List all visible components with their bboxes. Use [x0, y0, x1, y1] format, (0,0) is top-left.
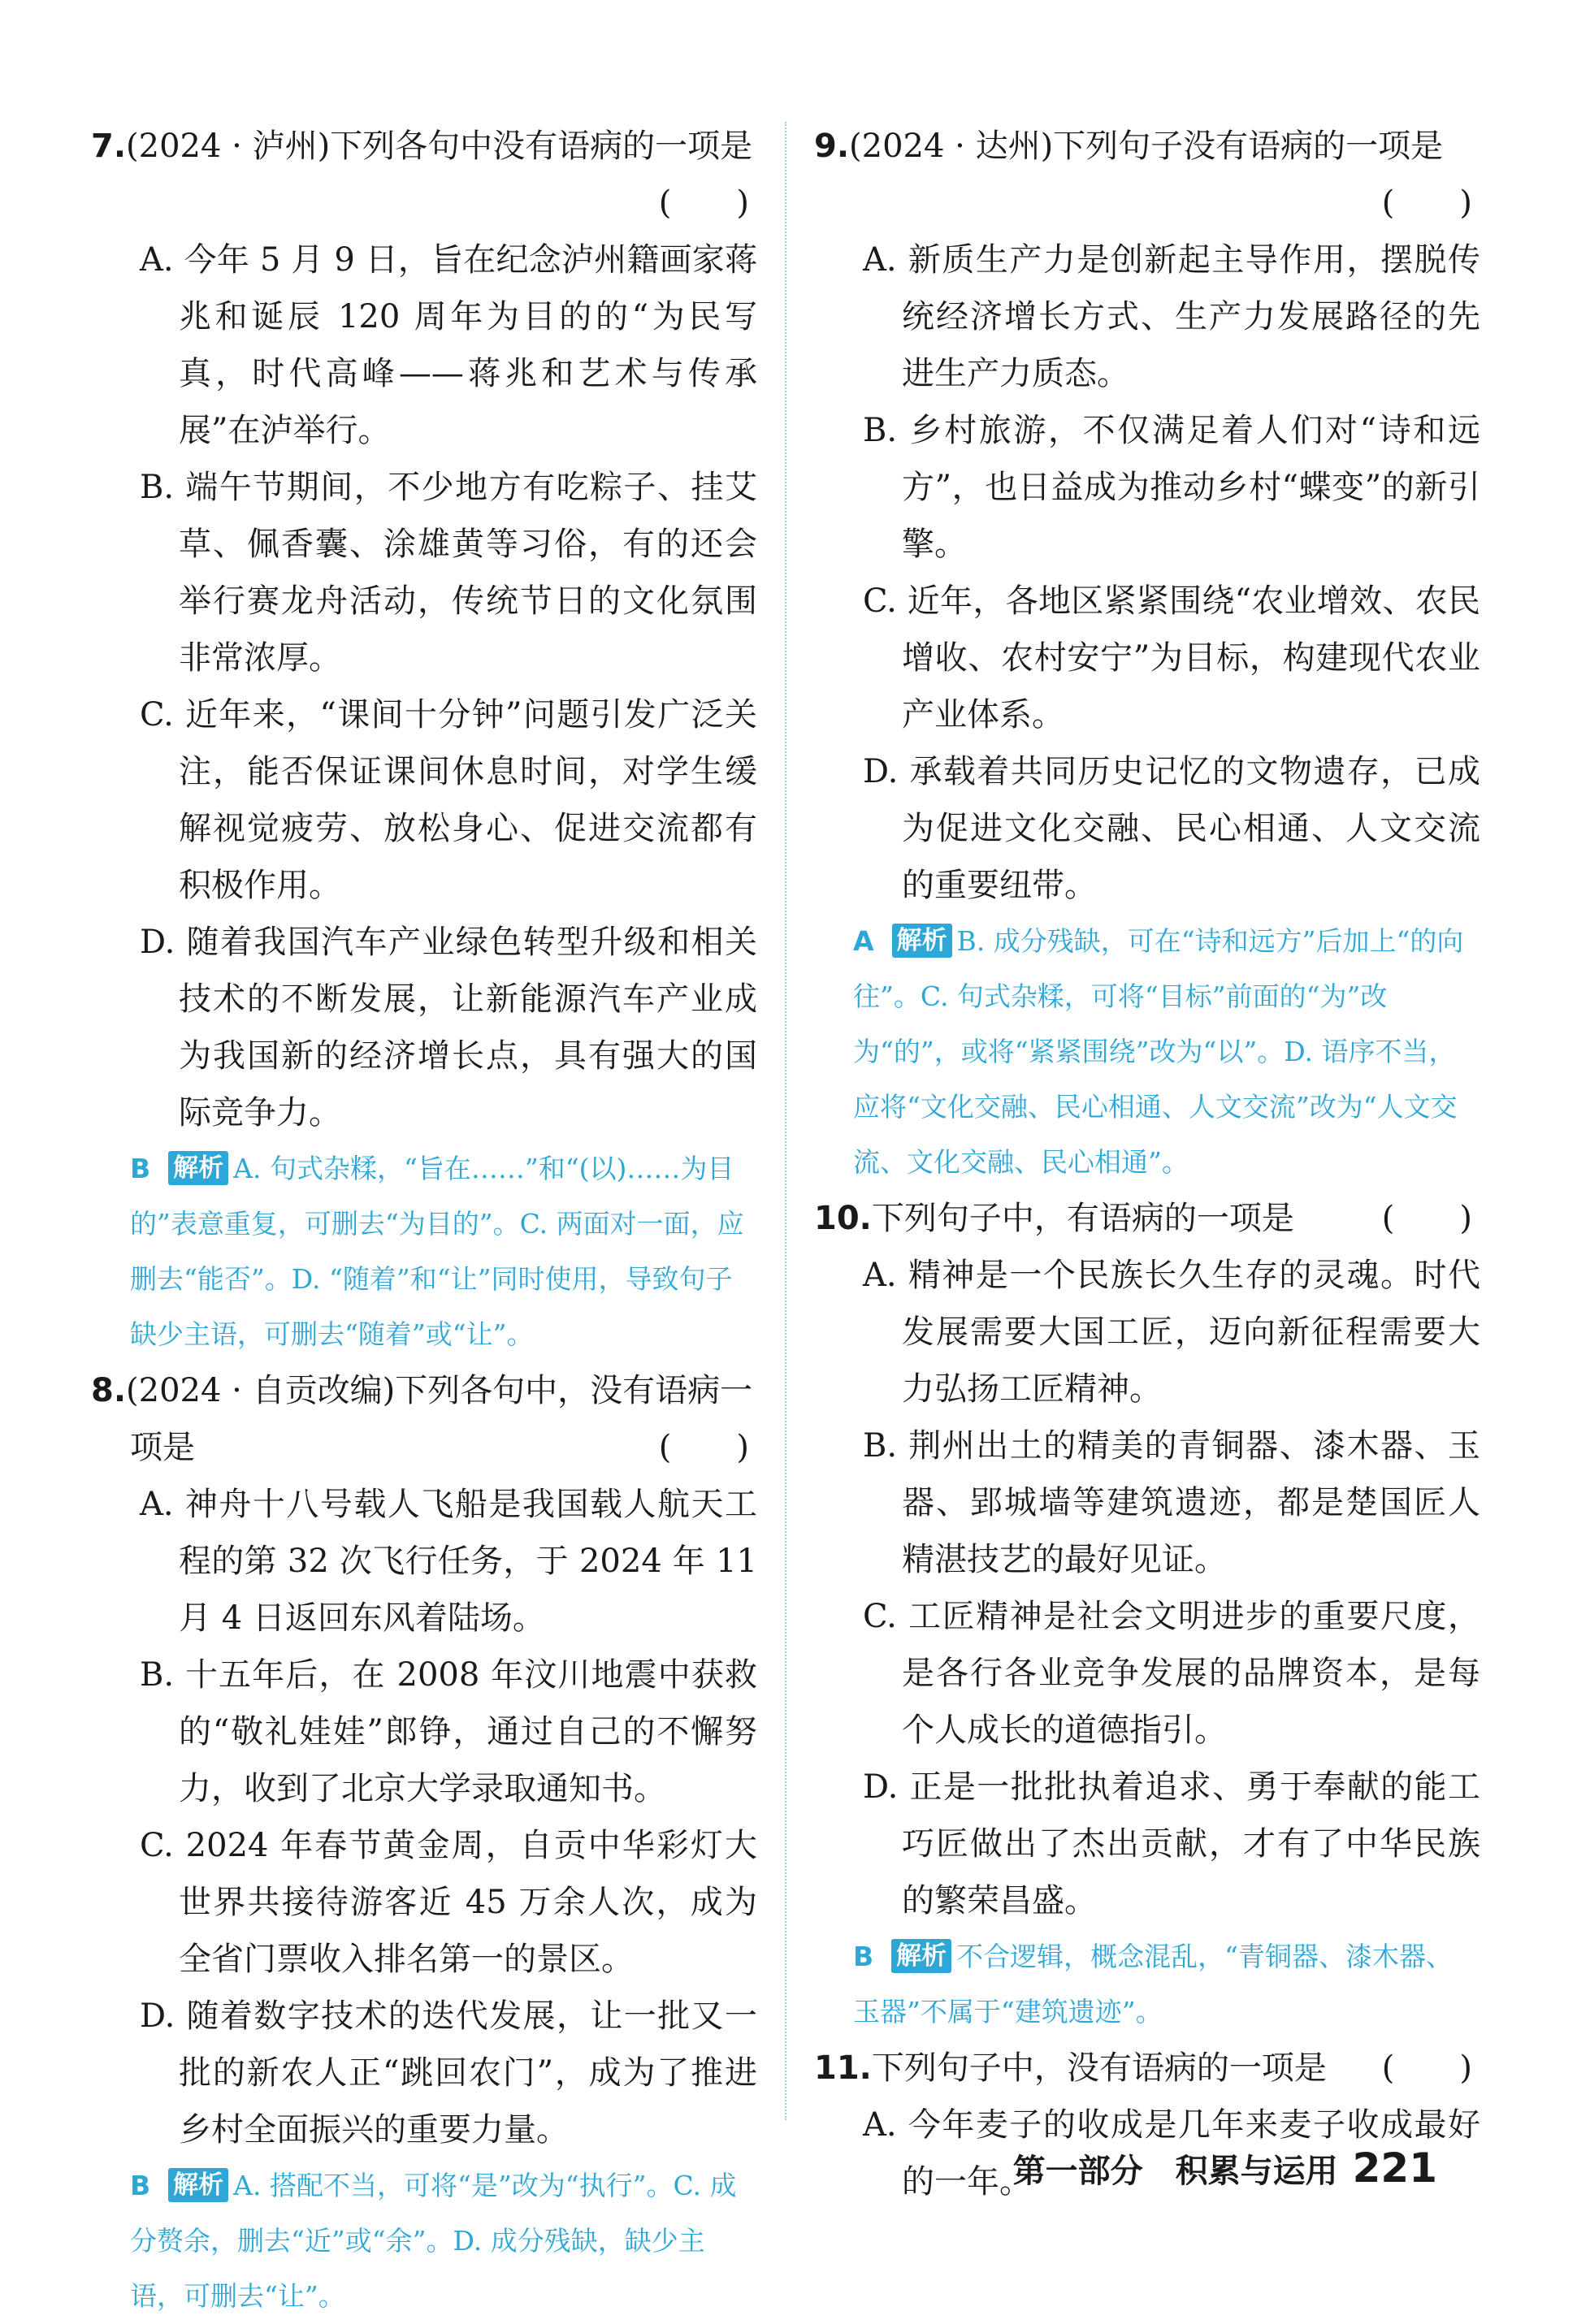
option-a: A. 神舟十八号载人飞船是我国载人航天工程的第 32 次飞行任务，于 2024 年 11 月 4 日返回东风着陆场。 — [140, 1486, 757, 1637]
section-title: 第一部分 积累与运用 — [1012, 2153, 1338, 2190]
page-footer — [1013, 2144, 1437, 2192]
option-c: C. 近年，各地区紧紧围绕“农业增效、农民增收、农村安宁”为目标，构建现代农业产业体系。 — [863, 582, 1480, 734]
analysis-text: 不合逻辑，概念混乱，“青铜器、漆木器、玉器”不属于“建筑遗迹”。 — [853, 1941, 1454, 2028]
analysis-text: A. 句式杂糅，“旨在……”和“(以)……为目的”表意重复，可删去“为目的”。C. 两面对一面，应删去“能否”。D. “随着”和“让”同时使用，导致句子缺少主语，可删去“随着”或“让”。 — [130, 1153, 744, 1350]
option-b: B. 乡村旅游，不仅满足着人们对“诗和远方”，也日益成为推动乡村“蝶变”的新引擎。 — [863, 412, 1480, 563]
question-10 — [814, 1190, 1480, 2040]
option-c: C. 工匠精神是社会文明进步的重要尺度，是各行各业竞争发展的品牌资本，是每个人成长的道德指引。 — [863, 1598, 1480, 1749]
question-stem — [814, 1190, 1480, 1247]
option-b: B. 端午节期间，不少地方有吃粽子、挂艾草、佩香囊、涂雄黄等习俗，有的还会举行赛龙舟活动，传统节日的文化氛围非常浓厚。 — [140, 469, 757, 677]
question-text: 下列句子中，有语病的一项是 — [871, 1200, 1294, 1237]
analysis-text: B. 成分残缺，可在“诗和远方”后加上“的向往”。C. 句式杂糅，可将“目标”前面的“为”改为“的”，或将“紧紧围绕”改为“以”。D. 语序不当，应将“文化交融、民心相通、人文交流”改为“人文交流、文化交融、民心相通”。 — [853, 925, 1464, 1178]
question-number: 9. — [814, 128, 850, 165]
question-8 — [91, 1362, 757, 2324]
answer-analysis — [814, 914, 1480, 1190]
question-stem-line2 — [91, 1419, 757, 1476]
option-a: A. 新质生产力是创新起主导作用，摆脱传统经济增长方式、生产力发展路径的先进生产力质态。 — [863, 241, 1480, 392]
answer-blank: ( ) — [658, 1429, 749, 1466]
question-number: 10. — [814, 1200, 872, 1237]
answer-letter: B — [130, 1153, 151, 1184]
question-number: 8. — [91, 1372, 127, 1409]
question-text: (2024 · 自贡改编)下列各句中，没有语病一 — [126, 1372, 753, 1409]
question-7 — [91, 118, 757, 1362]
answer-blank: ( ) — [1381, 184, 1472, 222]
left-column — [91, 118, 757, 2324]
answer-analysis — [814, 1929, 1480, 2040]
analysis-tag: 解析 — [892, 924, 952, 958]
question-text: 下列句子中，没有语病的一项是 — [871, 2049, 1327, 2087]
answer-letter: B — [130, 2170, 151, 2201]
analysis-tag: 解析 — [168, 2168, 228, 2202]
option-d: D. 随着数字技术的迭代发展，让一批又一批的新农人正“跳回农门”，成为了推进乡村全面振兴的重要力量。 — [140, 1997, 757, 2149]
question-text: (2024 · 达州)下列句子没有语病的一项是 — [849, 128, 1444, 165]
question-number: 11. — [814, 2049, 872, 2087]
right-column — [814, 118, 1480, 2210]
column-divider — [785, 122, 786, 2120]
option-b: B. 荆州出土的精美的青铜器、漆木器、玉器、郢城墙等建筑遗迹，都是楚国匠人精湛技艺的最好见证。 — [863, 1427, 1480, 1578]
question-stem — [814, 2040, 1480, 2097]
option-a: A. 今年 5 月 9 日，旨在纪念泸州籍画家蒋兆和诞辰 120 周年为目的的“为民写真，时代高峰——蒋兆和艺术与传承展”在泸举行。 — [140, 241, 757, 449]
answer-analysis — [91, 2158, 757, 2324]
option-c: C. 近年来，“课间十分钟”问题引发广泛关注，能否保证课间休息时间，对学生缓解视觉疲劳、放松身心、促进交流都有积极作用。 — [140, 696, 757, 904]
answer-blank: ( ) — [1381, 2049, 1472, 2087]
question-text-cont: 项是 — [130, 1429, 195, 1466]
option-c: C. 2024 年春节黄金周，自贡中华彩灯大世界共接待游客近 45 万余人次，成为全省门票收入排名第一的景区。 — [140, 1827, 757, 1978]
answer-blank: ( ) — [658, 184, 749, 222]
question-stem — [91, 118, 757, 175]
answer-letter: B — [853, 1941, 874, 1972]
option-d: D. 正是一批批执着追求、勇于奉献的能工巧匠做出了杰出贡献，才有了中华民族的繁荣昌盛。 — [863, 1768, 1480, 1919]
option-a: A. 精神是一个民族长久生存的灵魂。时代发展需要大国工匠，迈向新征程需要大力弘扬工匠精神。 — [863, 1257, 1480, 1408]
question-text: (2024 · 泸州)下列各句中没有语病的一项是 — [126, 128, 753, 165]
question-stem — [91, 1362, 757, 1419]
question-number: 7. — [91, 128, 127, 165]
answer-analysis — [91, 1141, 757, 1362]
analysis-tag: 解析 — [891, 1939, 951, 1973]
option-d: D. 随着我国汽车产业绿色转型升级和相关技术的不断发展，让新能源汽车产业成为我国新的经济增长点，具有强大的国际竞争力。 — [140, 924, 757, 1132]
option-b: B. 十五年后，在 2008 年汶川地震中获救的“敬礼娃娃”郎铮，通过自己的不懈努力，收到了北京大学录取通知书。 — [140, 1656, 757, 1807]
question-stem — [814, 118, 1480, 175]
analysis-text: A. 搭配不当，可将“是”改为“执行”。C. 成分赘余，删去“近”或“余”。D. 成分残缺，缺少主语，可删去“让”。 — [130, 2170, 737, 2312]
question-9 — [814, 118, 1480, 1190]
analysis-tag: 解析 — [168, 1151, 228, 1185]
answer-letter: A — [853, 925, 874, 957]
option-a: A. 今年麦子的收成是几年来麦子收成最好的一年。 — [863, 2106, 1480, 2201]
answer-blank: ( ) — [1381, 1200, 1472, 1237]
page-number: 221 — [1352, 2144, 1437, 2192]
option-d: D. 承载着共同历史记忆的文物遗存，已成为促进文化交融、民心相通、人文交流的重要纽带。 — [863, 753, 1480, 904]
